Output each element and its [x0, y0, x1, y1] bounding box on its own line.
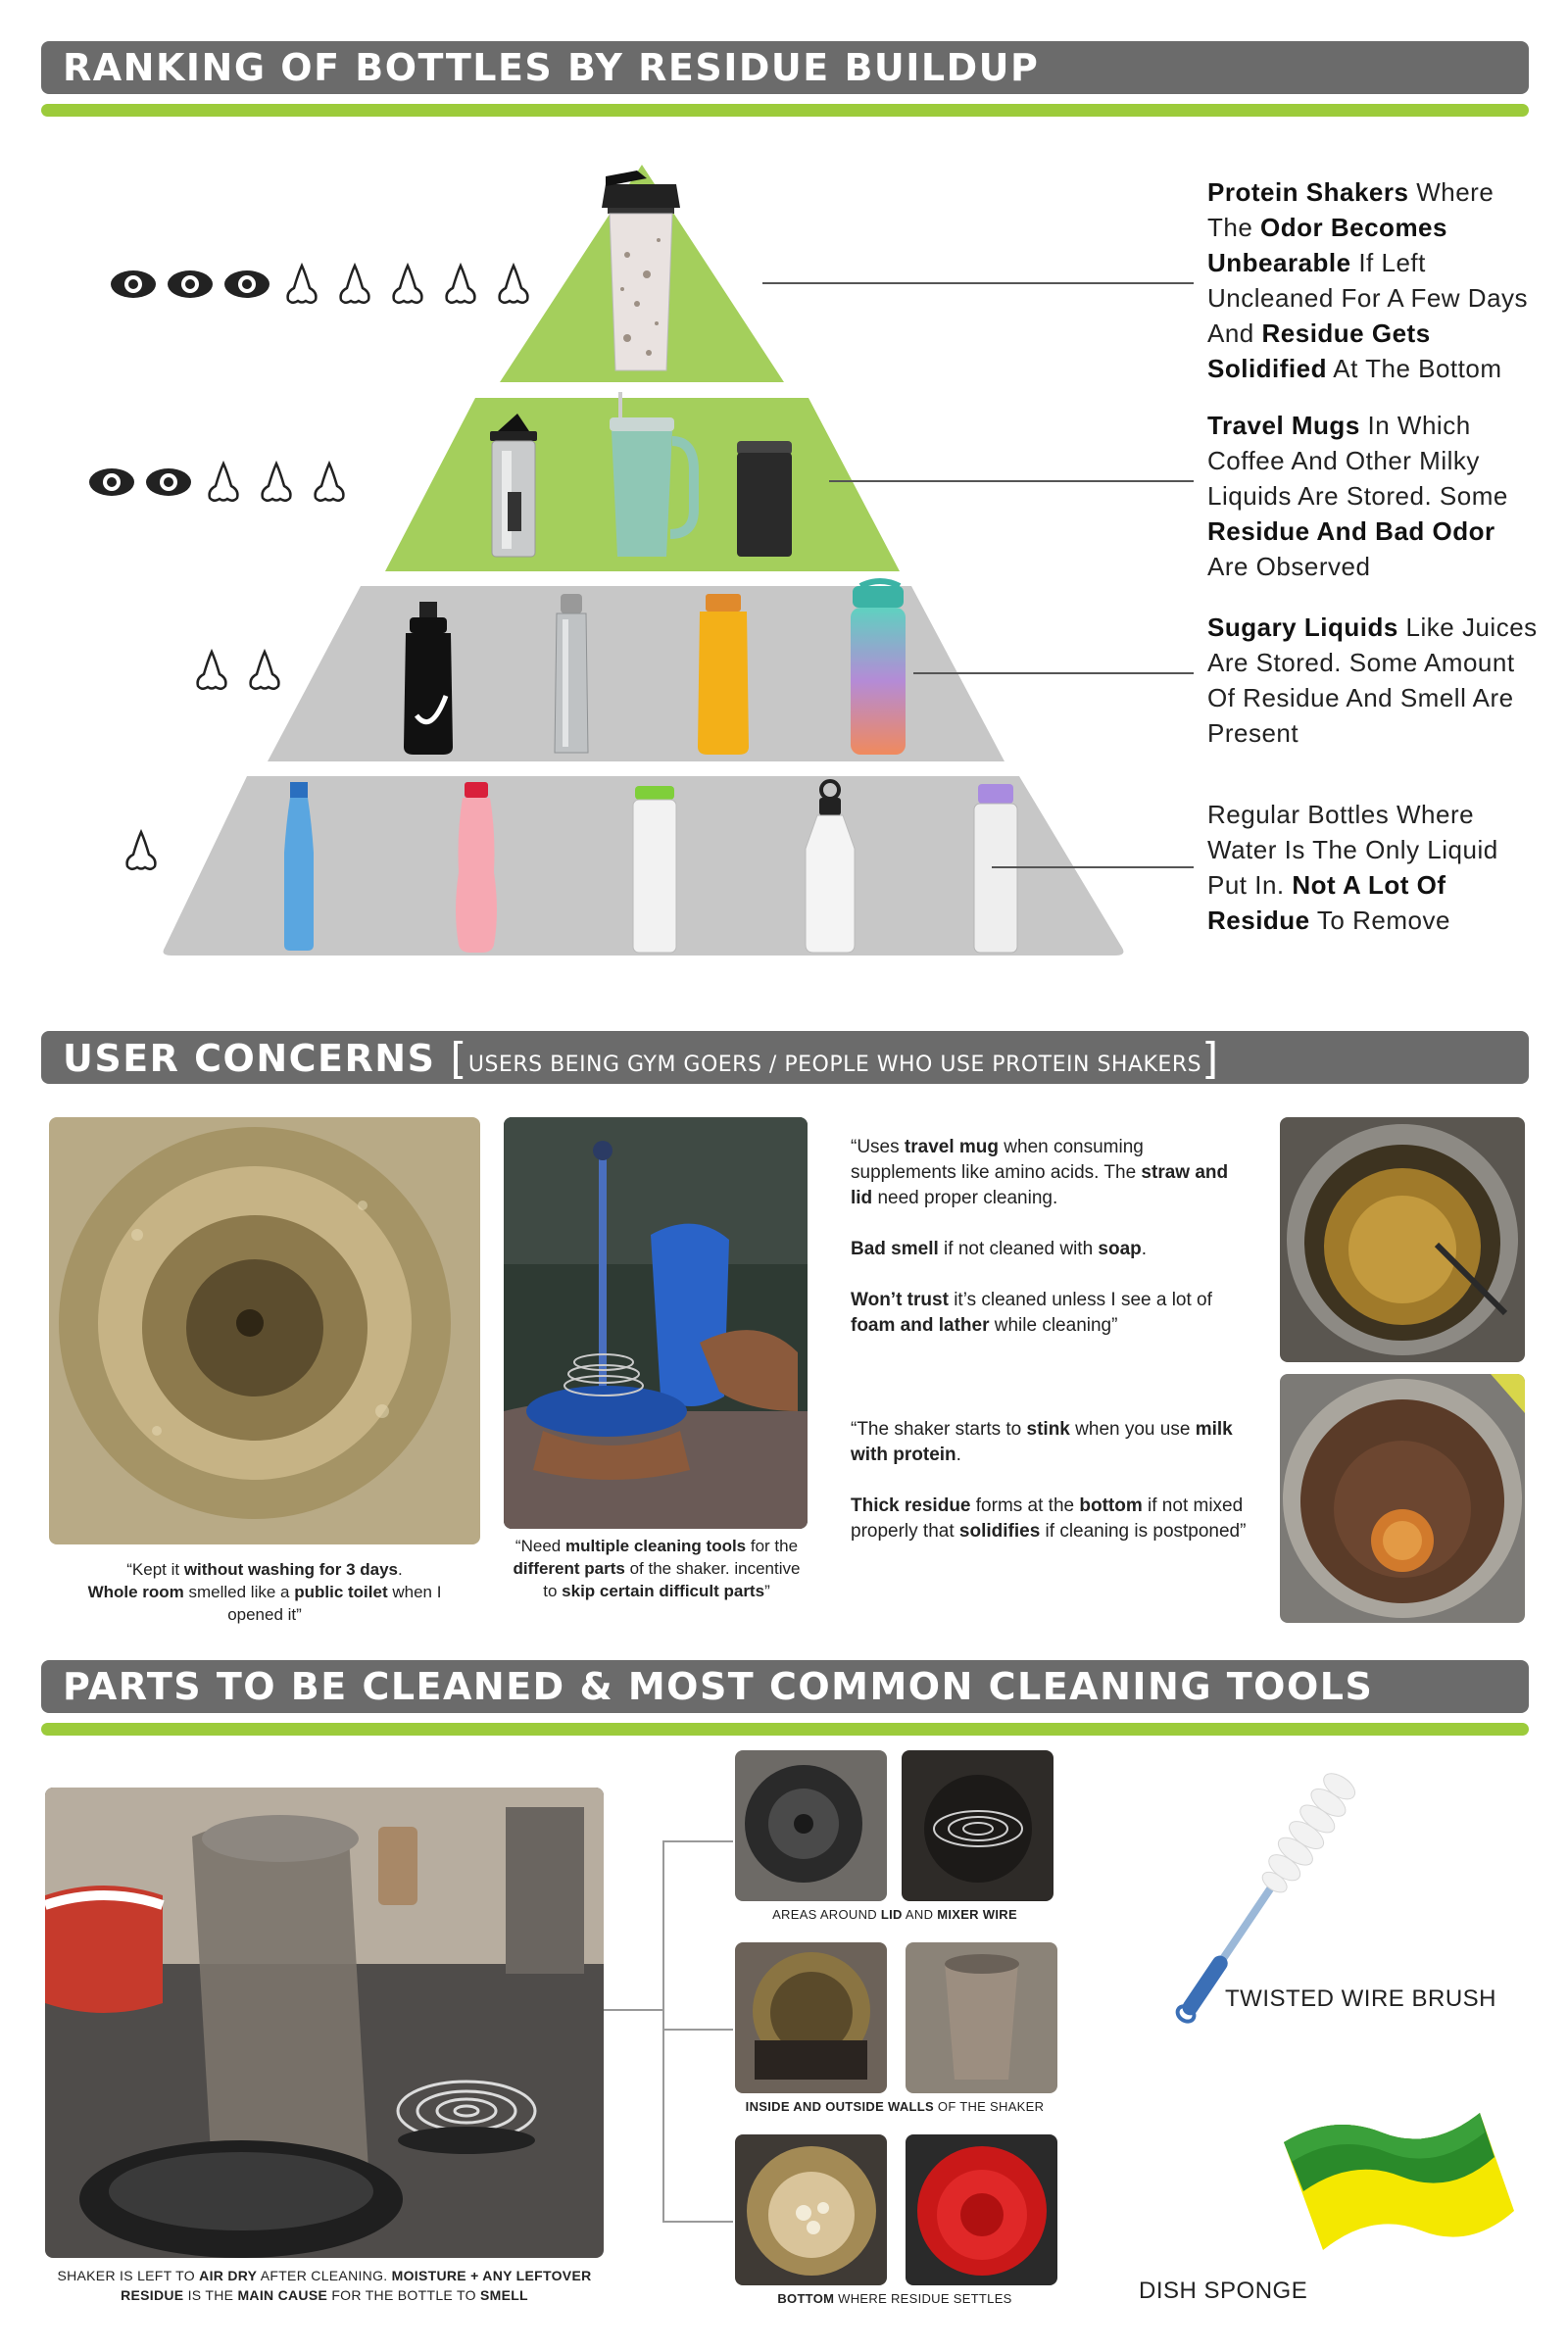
clear-bottle-green-cap-image — [633, 786, 676, 953]
shaker-parts-photo — [504, 1117, 808, 1529]
tier1-description: Protein Shakers Where The Odor Becomes Unbearable If Left Uncleaned For A Few Days And Residue Gets Solidified At The Bottom — [1207, 177, 1529, 383]
bottom-residue-photo — [735, 2134, 887, 2285]
travel-mug-residue-photo — [1280, 1117, 1525, 1362]
dirty-shaker-photo — [49, 1117, 480, 1544]
section2-header: USER CONCERNS [USERS BEING GYM GOERS / PEOPLE WHO USE PROTEIN SHAKERS] — [41, 1031, 1529, 1084]
outside-wall-photo — [906, 1942, 1057, 2093]
nose-icon — [333, 263, 376, 311]
air-dry-shaker-photo — [45, 1788, 604, 2258]
tier4-rating — [120, 829, 163, 877]
steel-shaker-image — [490, 414, 537, 557]
nose-icon — [439, 263, 482, 311]
user-quote-travel-mug: “Uses travel mug when consuming supplements like amino acids. The straw and lid need proper cleaning. Bad smell if not cleaned with soap. Won’t trust it’s cleaned unless I see a lot of foam and lather while cleaning” — [851, 1137, 1229, 1336]
nose-icon — [243, 649, 286, 697]
connector-line — [662, 1840, 733, 1842]
travel-mug-image — [737, 441, 792, 557]
nose-icon — [202, 461, 245, 509]
leader-line-4 — [992, 866, 1194, 868]
nose-icon — [255, 461, 298, 509]
nose-icon — [386, 263, 429, 311]
tier2-description: Travel Mugs In Which Coffee And Other Milky Liquids Are Stored. Some Residue And Bad Odor Are Observed — [1207, 411, 1508, 581]
gradient-bottle-image — [851, 581, 906, 755]
tool-label-brush: TWISTED WIRE BRUSH — [1225, 1985, 1496, 2012]
tier3-rating — [190, 649, 286, 697]
tier4-description: Regular Bottles Where Water Is The Only Liquid Put In. Not A Lot Of Residue To Remove — [1207, 800, 1498, 935]
nose-icon — [280, 263, 323, 311]
section3-underline — [41, 1723, 1529, 1736]
caption-lid-mixer-wire: AREAS AROUND LID AND MIXER WIRE — [772, 1907, 1017, 1922]
leader-line-2 — [829, 480, 1194, 482]
caption-kept-without-washing: “Kept it without washing for 3 days. Whole room smelled like a public toilet when I opened it” — [87, 1560, 442, 1624]
section3-header: PARTS TO BE CLEANED & MOST COMMON CLEANING TOOLS — [41, 1660, 1529, 1713]
section1-header: RANKING OF BOTTLES BY RESIDUE BUILDUP — [41, 41, 1529, 94]
section1-underline — [41, 104, 1529, 117]
mixer-wire-photo — [902, 1750, 1054, 1901]
connector-line — [604, 2009, 662, 2011]
leader-line-1 — [762, 282, 1194, 284]
tier1-rating — [110, 263, 535, 311]
juice-bottle-image — [698, 594, 749, 755]
caption-inside-outside-walls: INSIDE AND OUTSIDE WALLS OF THE SHAKER — [745, 2099, 1045, 2114]
inside-wall-photo — [735, 1942, 887, 2093]
eye-icon — [223, 270, 270, 304]
shaker-bottom-residue-photo — [1280, 1374, 1525, 1623]
eye-icon — [167, 270, 214, 304]
nose-icon — [120, 829, 163, 877]
nose-icon — [492, 263, 535, 311]
tool-label-sponge: DISH SPONGE — [1139, 2278, 1308, 2304]
clear-bottle-purple-cap-image — [974, 784, 1017, 953]
sports-bottle-image — [404, 602, 453, 755]
steel-bottle-image — [555, 594, 588, 753]
dish-sponge-image — [1264, 2074, 1529, 2309]
caption-bottom-residue: BOTTOM WHERE RESIDUE SETTLES — [777, 2291, 1012, 2306]
lid-area-photo — [735, 1750, 887, 1901]
caption-air-dry: SHAKER IS LEFT TO AIR DRY AFTER CLEANING. MOISTURE + ANY LEFTOVER RESIDUE IS THE MAIN CAUSE FOR THE BOTTLE TO SMELL — [57, 2268, 592, 2303]
connector-line — [662, 1840, 664, 2223]
leader-line-3 — [913, 672, 1194, 674]
eye-icon — [88, 467, 135, 502]
eye-icon — [145, 467, 192, 502]
connector-line — [662, 2221, 733, 2223]
tier2-rating — [88, 461, 351, 509]
tier3-description: Sugary Liquids Like Juices Are Stored. Some Amount Of Residue And Smell Are Present — [1207, 612, 1538, 748]
nose-icon — [190, 649, 233, 697]
pink-bottle-image — [456, 782, 497, 953]
nose-icon — [308, 461, 351, 509]
user-quote-shaker-stink: “The shaker starts to stink when you use milk with protein. Thick residue forms at the bottom if not mixed properly that solidifies if cleaning is postponed” — [851, 1419, 1247, 1542]
eye-icon — [110, 270, 157, 304]
red-bottom-photo — [906, 2134, 1057, 2285]
connector-line — [662, 2029, 733, 2031]
caption-multiple-cleaning-tools: “Need multiple cleaning tools for the different parts of the shaker. incentive to skip certain difficult parts” — [513, 1537, 801, 1600]
